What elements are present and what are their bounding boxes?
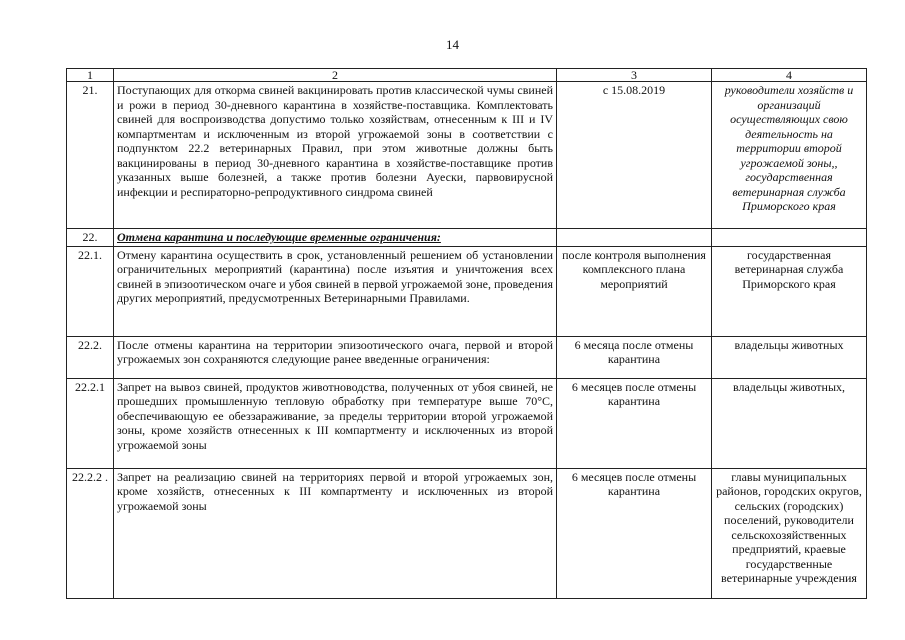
row-responsible	[712, 229, 867, 247]
header-col-2: 2	[114, 69, 557, 82]
row-term: после контроля выполнения комплексного плана мероприятий	[557, 246, 712, 336]
row-text: После отмены карантина на территории эпизоотического очага, первой и второй угрожаемых зон сохраняются следующие ранее введенные ограничения:	[114, 336, 557, 378]
measures-table	[66, 68, 867, 599]
row-term: 6 месяцев после отмены карантина	[557, 378, 712, 468]
row-number: 21.	[67, 82, 114, 229]
header-col-4: 4	[712, 69, 867, 82]
row-text: Поступающих для откорма свиней вакцинировать против классической чумы свиней и рожи в период 30-дневного карантина в хозяйстве-поставщика. Комплектовать свиней для воспроизводства допустимо только хозяйствам, отнесенным к III и IV компартментам и исключенным из второй угрожаемой зоны в соответствии с подпунктом 22.2 ветеринарных Правил, при этом животные должны быть вакцинированы в период 30-дневного карантина в хозяйстве-поставщике против указанных выше болезней, а также против болезни Ауески, парвовирусной инфекции и респираторно-репродуктивного синдрома свиней	[114, 82, 557, 229]
table-header-row	[67, 69, 867, 82]
row-number: 22.2.	[67, 336, 114, 378]
table-row	[67, 468, 867, 598]
section-heading: Отмена карантина и последующие временные ограничения:	[114, 229, 557, 247]
table-row	[67, 229, 867, 247]
page-number: 14	[446, 37, 459, 52]
row-text: Запрет на реализацию свиней на территориях первой и второй угрожаемых зон, кроме хозяйств, отнесенных к III компартменту и исключенных из второй угрожаемой зоны	[114, 468, 557, 598]
row-number: 22.	[67, 229, 114, 247]
table-row	[67, 336, 867, 378]
row-text: Запрет на вывоз свиней, продуктов животноводства, полученных от убоя свиней, не прошедших промышленную тепловую обработку при температуре выше 70°С, обеспечивающую ее обеззараживание, за пределы территории второй угрожаемой зоны, кроме хозяйств отнесенных к III компартменту и исключенных из второй угрожаемой зоны	[114, 378, 557, 468]
header-col-1: 1	[67, 69, 114, 82]
table-row	[67, 246, 867, 336]
row-number: 22.1.	[67, 246, 114, 336]
row-responsible: руководители хозяйств и организаций осуществляющих свою деятельность на территории второй угрожаемой зоны,, государственная ветеринарная служба Приморского края	[712, 82, 867, 229]
row-term: с 15.08.2019	[557, 82, 712, 229]
row-responsible: владельцы животных	[712, 336, 867, 378]
row-term	[557, 229, 712, 247]
row-number: 22.2.2 .	[67, 468, 114, 598]
table-row	[67, 378, 867, 468]
row-term: 6 месяцев после отмены карантина	[557, 468, 712, 598]
row-number: 22.2.1	[67, 378, 114, 468]
table-row	[67, 82, 867, 229]
row-text: Отмену карантина осуществить в срок, установленный решением об установлении ограничительных мероприятий (карантина) после изъятия и уничтожения всех свиней в эпизоотическом очаге и убоя свиней в первой угрожаемой зоне, проведения других мероприятий, предусмотренных Ветеринарными Правилами.	[114, 246, 557, 336]
row-responsible: государственная ветеринарная служба Приморского края	[712, 246, 867, 336]
header-col-3: 3	[557, 69, 712, 82]
row-responsible: владельцы животных,	[712, 378, 867, 468]
row-responsible: главы муниципальных районов, городских округов, сельских (городских) поселений, руководители сельскохозяйственных предприятий, краевые государственные ветеринарные учреждения	[712, 468, 867, 598]
row-term: 6 месяца после отмены карантина	[557, 336, 712, 378]
